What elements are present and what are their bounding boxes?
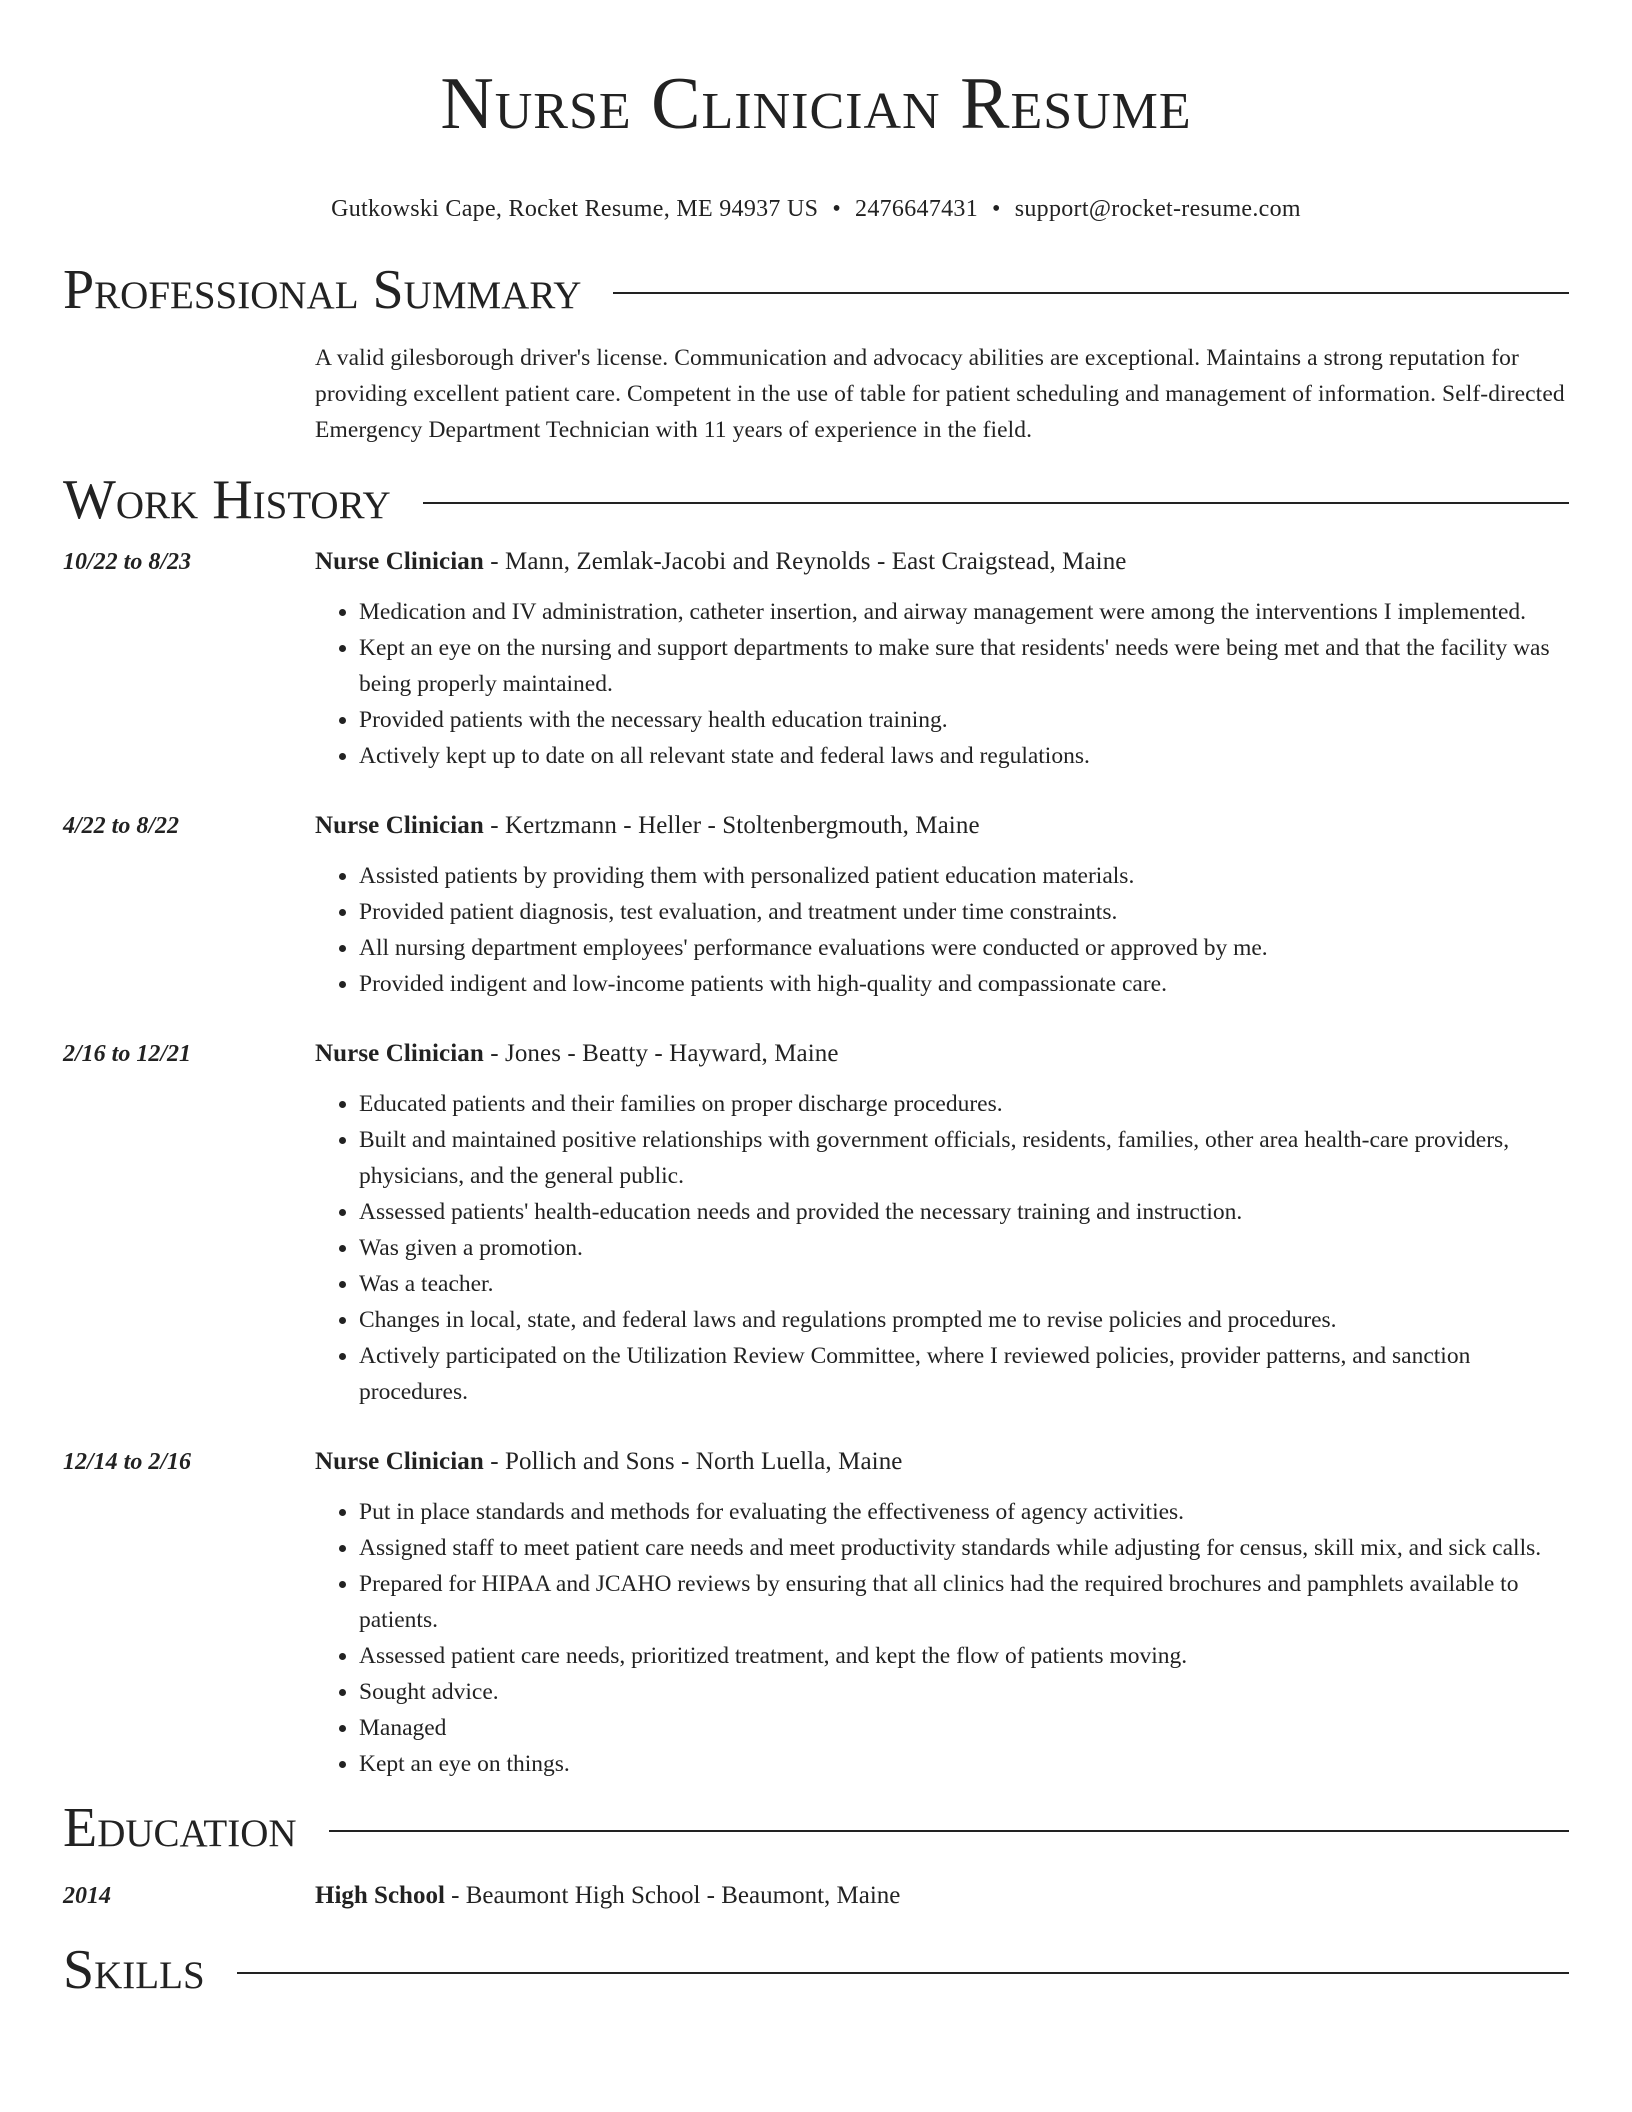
job-body xyxy=(315,808,1569,1002)
job-bullet: • Kept an eye on the nursing and support departments to make sure that residents' needs were being met and that the facility was being properly maintained. xyxy=(359,630,1569,702)
job-list xyxy=(63,544,1569,1782)
job-bullet: • Kept an eye on things. xyxy=(359,1746,1569,1782)
education-year: 2014 xyxy=(63,1883,111,1909)
section-divider xyxy=(613,292,1569,294)
job-entry xyxy=(63,808,1569,1002)
job-bullet: • Assessed patient care needs, prioritized treatment, and kept the flow of patients moving. xyxy=(359,1638,1569,1674)
contact-line xyxy=(63,194,1569,224)
summary-section-header xyxy=(63,258,1569,322)
job-entry xyxy=(63,1036,1569,1410)
job-bullet: • Actively participated on the Utilization Review Committee, where I reviewed policies, provider patterns, and sanction procedures. xyxy=(359,1338,1569,1410)
job-body xyxy=(315,1444,1569,1782)
education-section-title: Education xyxy=(63,1797,297,1859)
job-bullet: • Provided patient diagnosis, test evaluation, and treatment under time constraints. xyxy=(359,894,1569,930)
education-entry xyxy=(63,1878,1569,1914)
job-bullet: • Educated patients and their families on proper discharge procedures. xyxy=(359,1086,1569,1122)
job-employer-location: - Mann, Zemlak-Jacobi and Reynolds - East Craigstead, Maine xyxy=(483,548,1127,575)
job-dates: 2/16 to 12/21 xyxy=(63,1041,192,1067)
education-section-header xyxy=(63,1796,1569,1860)
summary-section-title: Professional Summary xyxy=(63,259,582,321)
job-bullet-list xyxy=(315,594,1569,774)
job-heading xyxy=(315,544,1569,580)
job-bullet: • Sought advice. xyxy=(359,1674,1569,1710)
job-role: Nurse Clinician xyxy=(315,812,484,839)
job-dates: 12/14 to 2/16 xyxy=(63,1449,192,1475)
education-degree: High School xyxy=(315,1882,445,1909)
education-details: - Beaumont High School - Beaumont, Maine xyxy=(444,1882,901,1909)
job-bullet-list xyxy=(315,1494,1569,1782)
job-employer-location: - Kertzmann - Heller - Stoltenbergmouth, Maine xyxy=(483,812,980,839)
section-divider xyxy=(423,502,1569,504)
job-employer-location: - Pollich and Sons - North Luella, Maine xyxy=(483,1448,903,1475)
work-section-title: Work History xyxy=(63,469,391,531)
contact-phone: 2476647431 xyxy=(855,196,979,222)
job-role: Nurse Clinician xyxy=(315,1040,484,1067)
job-heading xyxy=(315,1444,1569,1480)
job-heading xyxy=(315,808,1569,844)
contact-separator: • xyxy=(832,196,842,222)
summary-text: A valid gilesborough driver's license. Communication and advocacy abilities are exceptional. Maintains a strong reputation for providing excellent patient care. Competent in the use of table for patient scheduling and management of information. Self-directed Emergency Department Technician with 11 years of experience in the field. xyxy=(315,345,1565,443)
job-bullet: • Built and maintained positive relationships with government officials, residents, families, other area health-care providers, physicians, and the general public. xyxy=(359,1122,1569,1194)
skills-section-title: Skills xyxy=(63,1939,205,2001)
job-bullet: • Medication and IV administration, catheter insertion, and airway management were among the interventions I implemented. xyxy=(359,594,1569,630)
job-bullet: • Managed xyxy=(359,1710,1569,1746)
job-dates: 4/22 to 8/22 xyxy=(63,813,180,839)
job-bullet: • Provided patients with the necessary health education training. xyxy=(359,702,1569,738)
job-bullet: • Assigned staff to meet patient care needs and meet productivity standards while adjusting for census, skill mix, and sick calls. xyxy=(359,1530,1569,1566)
job-entry xyxy=(63,1444,1569,1782)
job-bullet: • Put in place standards and methods for evaluating the effectiveness of agency activities. xyxy=(359,1494,1569,1530)
job-bullet-list xyxy=(315,858,1569,1002)
job-bullet: • Assessed patients' health-education needs and provided the necessary training and instruction. xyxy=(359,1194,1569,1230)
job-body xyxy=(315,544,1569,774)
contact-address: Gutkowski Cape, Rocket Resume, ME 94937 US xyxy=(331,196,819,222)
job-entry xyxy=(63,544,1569,774)
job-bullet: • Was a teacher. xyxy=(359,1266,1569,1302)
job-bullet: • Actively kept up to date on all relevant state and federal laws and regulations. xyxy=(359,738,1569,774)
job-body xyxy=(315,1036,1569,1410)
education-body xyxy=(315,1878,900,1914)
contact-email: support@rocket-resume.com xyxy=(1014,196,1301,222)
job-heading xyxy=(315,1036,1569,1072)
job-bullet: • All nursing department employees' performance evaluations were conducted or approved by me. xyxy=(359,930,1569,966)
job-dates: 10/22 to 8/23 xyxy=(63,549,192,575)
job-role: Nurse Clinician xyxy=(315,1448,484,1475)
section-divider xyxy=(329,1830,1569,1832)
section-divider xyxy=(237,1972,1569,1974)
work-section-header xyxy=(63,468,1569,532)
resume-title: Nurse Clinician Resume xyxy=(440,63,1192,145)
job-bullet: • Was given a promotion. xyxy=(359,1230,1569,1266)
job-role: Nurse Clinician xyxy=(315,548,484,575)
contact-separator: • xyxy=(992,196,1001,222)
job-bullet: • Changes in local, state, and federal laws and regulations prompted me to revise policies and procedures. xyxy=(359,1302,1569,1338)
job-employer-location: - Jones - Beatty - Hayward, Maine xyxy=(483,1040,839,1067)
skills-section-header xyxy=(63,1938,1569,2002)
job-bullet: • Assisted patients by providing them with personalized patient education materials. xyxy=(359,858,1569,894)
job-bullet: • Provided indigent and low-income patients with high-quality and compassionate care. xyxy=(359,966,1569,1002)
job-bullet-list xyxy=(315,1086,1569,1410)
job-bullet: • Prepared for HIPAA and JCAHO reviews by ensuring that all clinics had the required brochures and pamphlets available to patients. xyxy=(359,1566,1569,1638)
